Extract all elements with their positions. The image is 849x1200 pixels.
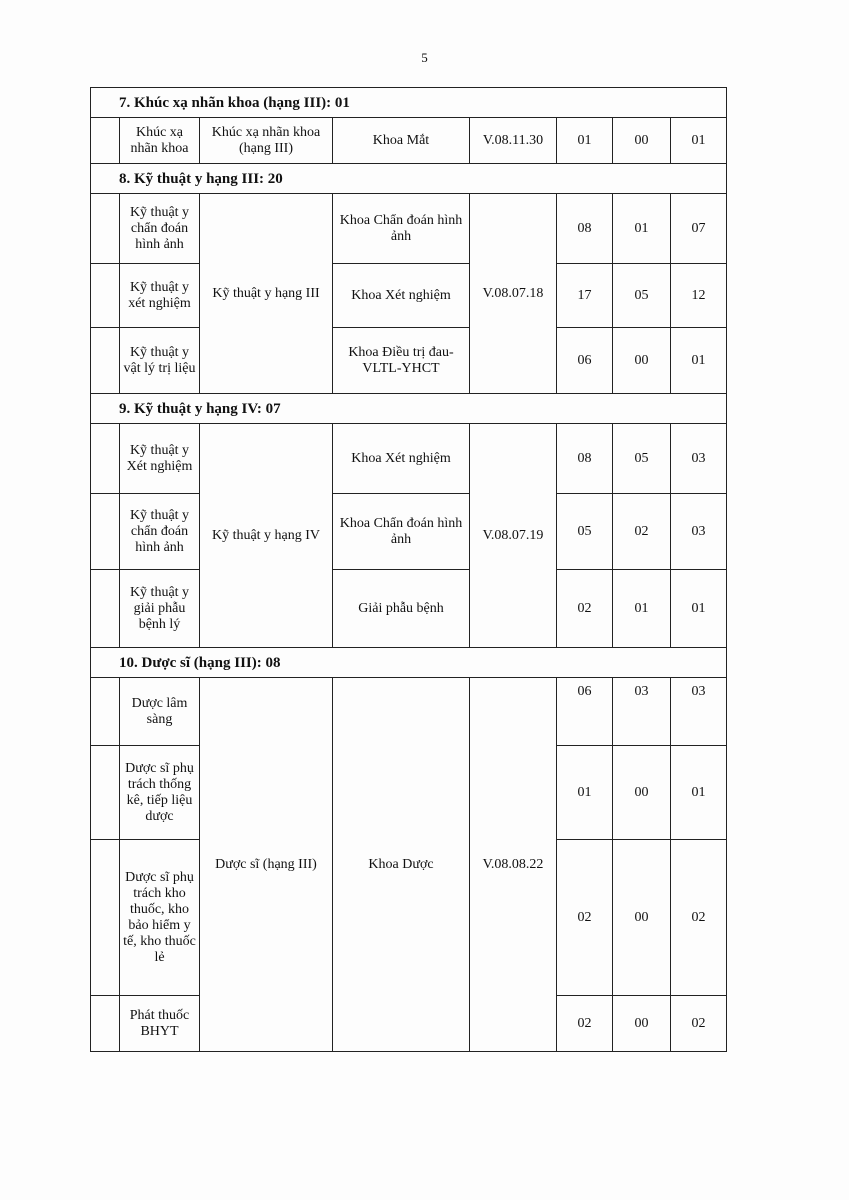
role-cell: Kỹ thuật y chẩn đoán hình ảnh — [120, 494, 200, 570]
code-cell: V.08.08.22 — [470, 678, 557, 1052]
department-cell: Khoa Mắt — [333, 118, 470, 164]
blank-cell — [91, 424, 120, 494]
section-header-row — [91, 88, 727, 118]
title-cell: Khúc xạ nhãn khoa (hạng III) — [200, 118, 333, 164]
department-cell: Khoa Xét nghiệm — [333, 264, 470, 328]
count-cell: 00 — [613, 746, 671, 840]
blank-cell — [91, 570, 120, 648]
table-row — [91, 424, 727, 494]
code-cell: V.08.07.19 — [470, 424, 557, 648]
count-cell: 08 — [557, 424, 613, 494]
blank-cell — [91, 494, 120, 570]
table-row — [91, 264, 727, 328]
count-cell: 01 — [671, 570, 727, 648]
count-cell: 06 — [557, 678, 613, 746]
role-cell: Dược sĩ phụ trách thống kê, tiếp liệu dược — [120, 746, 200, 840]
count-cell: 01 — [671, 746, 727, 840]
blank-cell — [91, 746, 120, 840]
section-title: 8. Kỹ thuật y hạng III: 20 — [91, 164, 727, 194]
staffing-table — [90, 87, 727, 1052]
role-cell: Dược lâm sàng — [120, 678, 200, 746]
role-cell: Kỹ thuật y giải phẫu bệnh lý — [120, 570, 200, 648]
role-cell: Dược sĩ phụ trách kho thuốc, kho bảo hiểm y tế, kho thuốc lẻ — [120, 840, 200, 996]
section-title: 9. Kỹ thuật y hạng IV: 07 — [91, 394, 727, 424]
table-row — [91, 118, 727, 164]
page-number: 5 — [421, 50, 428, 65]
count-cell: 01 — [557, 118, 613, 164]
count-cell: 02 — [557, 570, 613, 648]
table-row — [91, 678, 727, 746]
section-header-row — [91, 648, 727, 678]
count-cell: 01 — [613, 570, 671, 648]
count-cell: 01 — [671, 118, 727, 164]
role-cell: Kỹ thuật y xét nghiệm — [120, 264, 200, 328]
section-title: 7. Khúc xạ nhãn khoa (hạng III): 01 — [91, 88, 727, 118]
count-cell: 05 — [557, 494, 613, 570]
department-cell: Khoa Dược — [333, 678, 470, 1052]
blank-cell — [91, 264, 120, 328]
count-cell: 01 — [671, 328, 727, 394]
department-cell: Khoa Điều trị đau-VLTL-YHCT — [333, 328, 470, 394]
table-row — [91, 494, 727, 570]
count-cell: 02 — [671, 996, 727, 1052]
count-cell: 02 — [671, 840, 727, 996]
blank-cell — [91, 194, 120, 264]
role-cell: Kỹ thuật y vật lý trị liệu — [120, 328, 200, 394]
department-cell: Khoa Xét nghiệm — [333, 424, 470, 494]
count-cell: 12 — [671, 264, 727, 328]
blank-cell — [91, 118, 120, 164]
code-cell: V.08.07.18 — [470, 194, 557, 394]
count-cell: 02 — [613, 494, 671, 570]
count-cell: 00 — [613, 328, 671, 394]
department-cell: Khoa Chẩn đoán hình ảnh — [333, 194, 470, 264]
count-cell: 00 — [613, 840, 671, 996]
count-cell: 00 — [613, 996, 671, 1052]
table-row — [91, 194, 727, 264]
count-cell: 01 — [557, 746, 613, 840]
count-cell: 03 — [671, 678, 727, 746]
count-cell: 06 — [557, 328, 613, 394]
code-cell: V.08.11.30 — [470, 118, 557, 164]
count-cell: 07 — [671, 194, 727, 264]
blank-cell — [91, 996, 120, 1052]
count-cell: 03 — [671, 494, 727, 570]
count-cell: 08 — [557, 194, 613, 264]
count-cell: 02 — [557, 996, 613, 1052]
department-cell: Khoa Chẩn đoán hình ảnh — [333, 494, 470, 570]
count-cell: 05 — [613, 424, 671, 494]
section-title: 10. Dược sĩ (hạng III): 08 — [91, 648, 727, 678]
title-cell: Kỹ thuật y hạng IV — [200, 424, 333, 648]
count-cell: 00 — [613, 118, 671, 164]
title-cell: Dược sĩ (hạng III) — [200, 678, 333, 1052]
count-cell: 17 — [557, 264, 613, 328]
count-cell: 01 — [613, 194, 671, 264]
role-cell: Kỹ thuật y Xét nghiệm — [120, 424, 200, 494]
count-cell: 05 — [613, 264, 671, 328]
section-header-row — [91, 394, 727, 424]
role-cell: Khúc xạ nhãn khoa — [120, 118, 200, 164]
count-cell: 02 — [557, 840, 613, 996]
role-cell: Kỹ thuật y chẩn đoán hình ảnh — [120, 194, 200, 264]
blank-cell — [91, 840, 120, 996]
blank-cell — [91, 678, 120, 746]
count-cell: 03 — [613, 678, 671, 746]
title-cell: Kỹ thuật y hạng III — [200, 194, 333, 394]
role-cell: Phát thuốc BHYT — [120, 996, 200, 1052]
table-row — [91, 328, 727, 394]
table-row — [91, 570, 727, 648]
blank-cell — [91, 328, 120, 394]
section-header-row — [91, 164, 727, 194]
count-cell: 03 — [671, 424, 727, 494]
department-cell: Giải phẫu bệnh — [333, 570, 470, 648]
